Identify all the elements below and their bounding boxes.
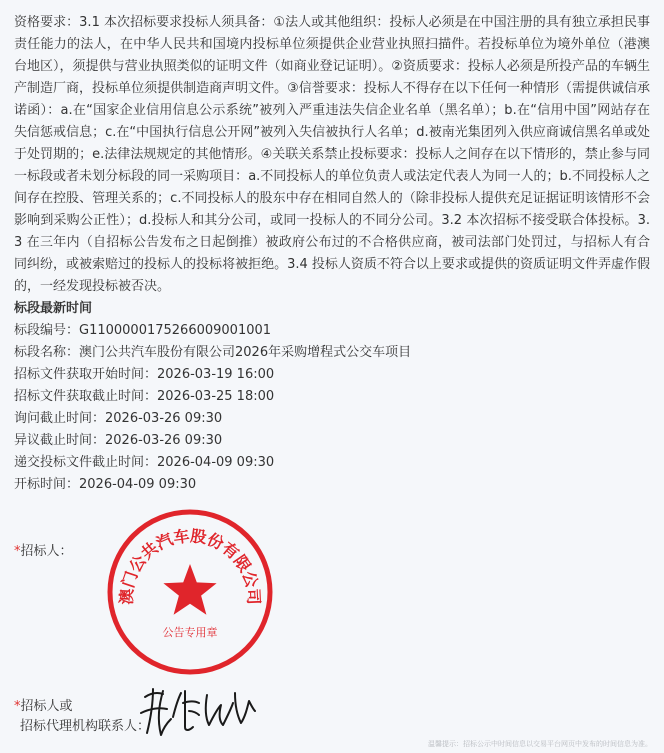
bid-section-details xyxy=(14,320,650,496)
section-title: 标段最新时间 xyxy=(14,301,93,316)
official-seal-stamp xyxy=(104,506,276,678)
required-mark: * xyxy=(14,699,21,714)
doc-acquisition-start: 招标文件获取开始时间：2026-03-19 16:00 xyxy=(14,367,275,382)
inquiry-deadline: 询问截止时间：2026-03-26 09:30 xyxy=(14,411,223,426)
bid-opening-time: 开标时间：2026-04-09 09:30 xyxy=(14,477,197,492)
required-mark: * xyxy=(14,544,21,559)
section-number: 标段编号：G1100000175266009001001 xyxy=(14,323,272,338)
seal-purpose-text: 公告专用章 xyxy=(162,626,218,639)
tenderer-label: *招标人： xyxy=(14,544,73,559)
handwritten-signature xyxy=(137,683,257,741)
objection-deadline: 异议截止时间：2026-03-26 09:30 xyxy=(14,433,223,448)
section-name: 标段名称：澳门公共汽车股份有限公司2026年采购增程式公交车项目 xyxy=(14,345,412,360)
submission-deadline: 递交投标文件截止时间：2026-04-09 09:30 xyxy=(14,455,275,470)
doc-acquisition-end: 招标文件获取截止时间：2026-03-25 18:00 xyxy=(14,389,275,404)
seal-company-name: 澳门公共汽车股份有限公司 xyxy=(116,526,264,606)
document-content xyxy=(14,12,650,496)
contact-person-label: *招标人或 招标代理机构联系人： xyxy=(14,699,151,734)
footnote: 温馨提示：招标公示中时间信息以交易平台网页中发布的时间信息为准。 xyxy=(428,740,652,748)
star-icon xyxy=(163,564,216,615)
qualification-requirements: 资格要求：3.1 本次招标要求投标人须具备：①法人或其他组织：投标人必须是在中国注册的具有独立承担民事责任能力的法人，在中华人民共和国境内投标单位须提供企业营业执照扫描件。若投标单位为境外单位（港澳台地区），须提供与营业执照类似的证明文件（如商业登记证明）。②资质要求：投标人必须是所投产品的车辆生产制造厂商，投标单位须提供制造商声明文件。③信誉要求：投标人不得存在以下任何一种情形（需提供诚信承诺函）：a.在“国家企业信用信息公示系统”被列入严重违法失信企业名单（黑名单）；b.在“信用中国”网站存在失信惩戒信息；c.在“中国执行信息公开网”被列入失信被执行人名单；d.被南光集团列入供应商诚信黑名单或处于处罚期的；e.法律法规规定的其他情形。④关联关系禁止投标要求：投标人之间存在以下情形的，禁止参与同一标段或者未划分标段的同一采购项目：a.不同投标人的单位负责人或法定代表人为同一人的；b.不同投标人之间存在控股、管理关系的；c.不同投标人的股东中存在相同自然人的（除非投标人提供充足证据证明该情形不会影响到采购公正性）；d.投标人和其分公司，或同一投标人的不同分公司。3.2 本次招标不接受联合体投标。3.3 在三年内（自招标公告发布之日起倒推）被政府公布过的不合格供应商，被司法部门处罚过，与招标人有合同纠纷，或被索赔过的投标人的投标将被拒绝。3.4 投标人资质不符合以上要求或提供的资质证明文件弄虚作假的，一经发现投标被否决。 xyxy=(14,15,650,294)
